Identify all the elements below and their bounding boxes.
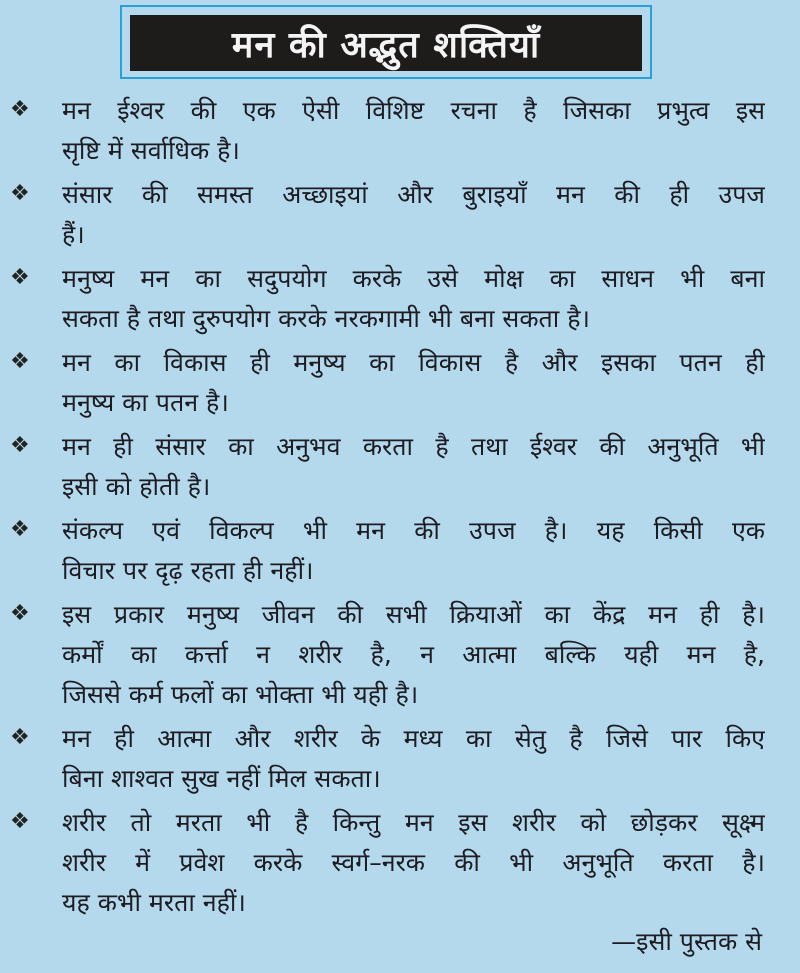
item-text [62, 719, 765, 799]
item-text [62, 511, 765, 591]
item-line: यह कभी मरता नहीं। [62, 888, 246, 917]
item-line: संकल्प एवं विकल्प भी मन की उपज है। यह किसी एक [62, 516, 765, 545]
item-line: इस प्रकार मनुष्य जीवन की सभी क्रियाओं का केंद्र मन ही है। [62, 600, 765, 629]
point-list [0, 91, 800, 927]
list-item [0, 719, 800, 799]
item-line: शरीर में प्रवेश करके स्वर्ग–नरक की भी अनुभूति करता है। [62, 848, 765, 877]
diamond-bullet-icon: ❖ [10, 265, 30, 290]
item-line: मन ही आत्मा और शरीर के मध्य का सेतु है जिसे पार किए [62, 724, 765, 753]
item-text [62, 427, 765, 507]
item-line: बिना शाश्वत सुख नहीं मिल सकता। [62, 764, 381, 793]
list-item [0, 91, 800, 171]
item-line: मनुष्य का पतन है। [62, 388, 229, 417]
item-text [62, 259, 765, 339]
item-text [62, 595, 765, 715]
list-item [0, 595, 800, 715]
title-frame [120, 5, 652, 79]
item-text [62, 803, 765, 923]
page-title: मन की अद्भुत शक्तियाँ [231, 24, 541, 66]
diamond-bullet-icon: ❖ [10, 349, 30, 374]
item-line: विचार पर दृढ़ रहता ही नहीं। [62, 556, 314, 585]
item-text [62, 343, 765, 423]
diamond-bullet-icon: ❖ [10, 97, 30, 122]
diamond-bullet-icon: ❖ [10, 725, 30, 750]
item-text [62, 91, 765, 171]
list-item [0, 803, 800, 923]
item-text [62, 175, 765, 255]
diamond-bullet-icon: ❖ [10, 181, 30, 206]
item-line: संसार की समस्त अच्छाइयां और बुराइयाँ मन की ही उपज [62, 180, 765, 209]
item-line: मन ईश्वर की एक ऐसी विशिष्ट रचना है जिसका प्रभुत्व इस [62, 96, 765, 125]
item-line: जिससे कर्म फलों का भोक्ता भी यही है। [62, 680, 419, 709]
list-item [0, 343, 800, 423]
item-line: कर्मों का कर्त्ता न शरीर है, न आत्मा बल्कि यही मन है, [62, 640, 765, 669]
item-line: इसी को होती है। [62, 472, 211, 501]
item-line: मन ही संसार का अनुभव करता है तथा ईश्वर की अनुभूति भी [62, 432, 765, 461]
item-line: हैं। [62, 220, 85, 249]
diamond-bullet-icon: ❖ [10, 601, 30, 626]
list-item [0, 175, 800, 255]
list-item [0, 259, 800, 339]
item-line: सकता है तथा दुरुपयोग करके नरकगामी भी बना सकता है। [62, 304, 590, 333]
item-line: मन का विकास ही मनुष्य का विकास है और इसका पतन ही [62, 348, 765, 377]
item-line: मनुष्य मन का सदुपयोग करके उसे मोक्ष का साधन भी बना [62, 264, 765, 293]
item-line: सृष्टि में सर्वाधिक है। [62, 136, 240, 165]
list-item [0, 511, 800, 591]
diamond-bullet-icon: ❖ [10, 809, 30, 834]
title-box [130, 15, 642, 71]
item-line: शरीर तो मरता भी है किन्तु मन इस शरीर को छोड़कर सूक्ष्म [62, 808, 765, 837]
list-item [0, 427, 800, 507]
diamond-bullet-icon: ❖ [10, 433, 30, 458]
attribution: —इसी पुस्तक से [611, 927, 762, 956]
diamond-bullet-icon: ❖ [10, 517, 30, 542]
